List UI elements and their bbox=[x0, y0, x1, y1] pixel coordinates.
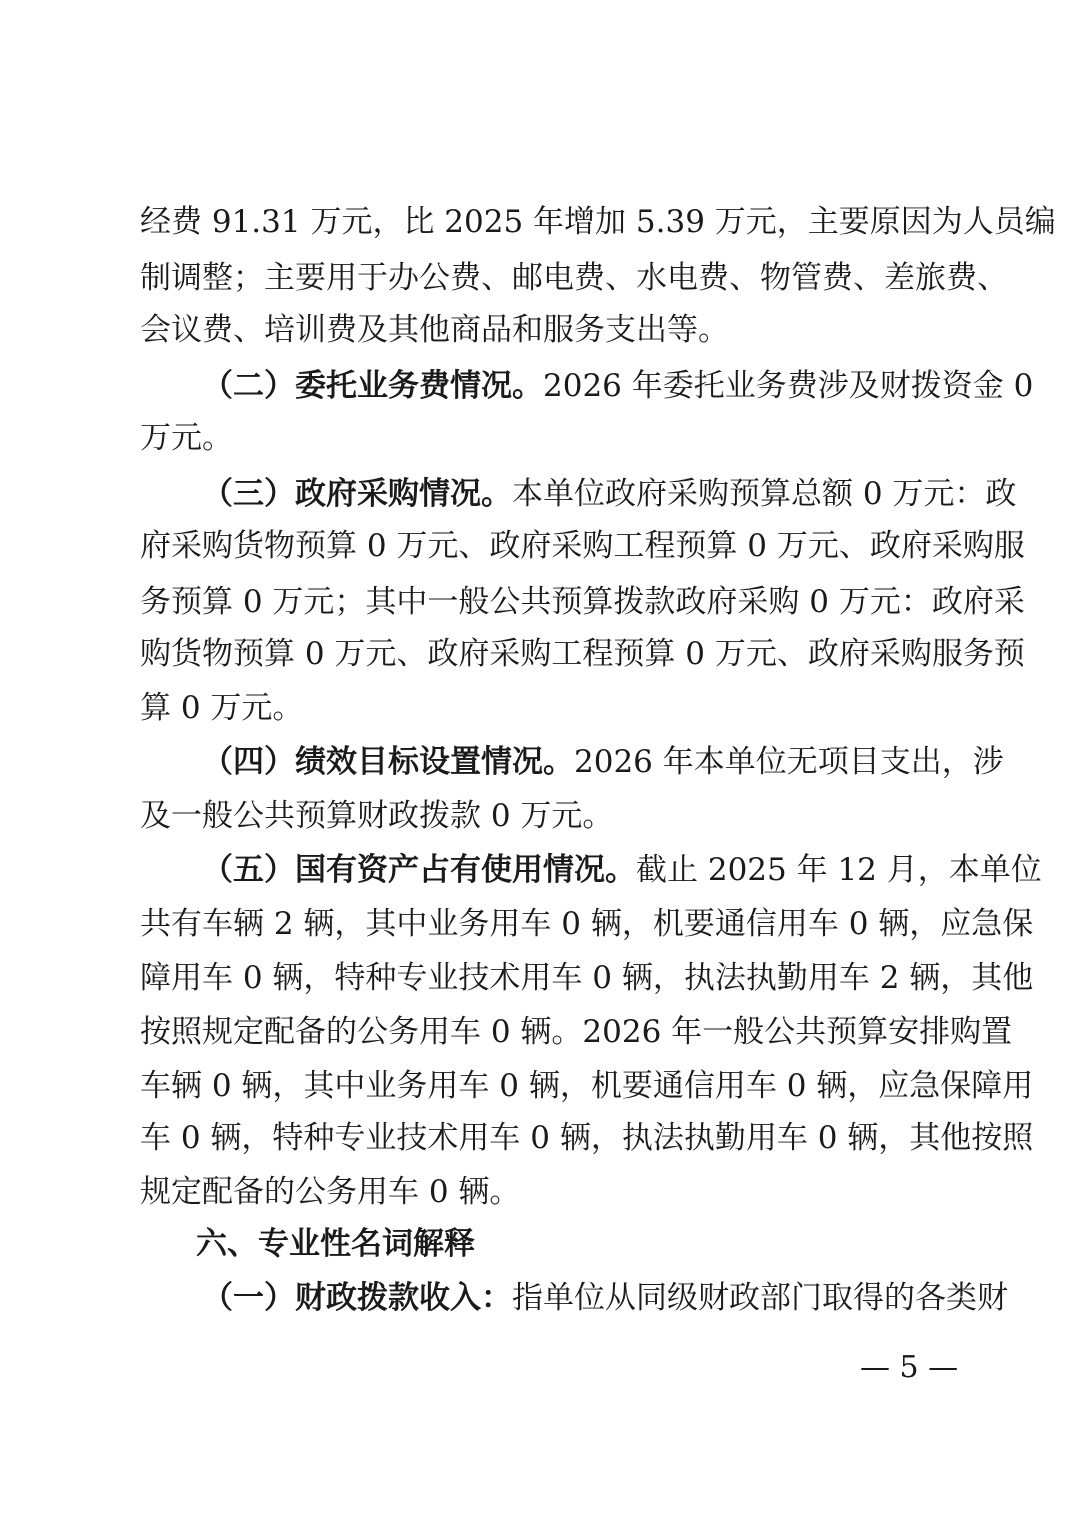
body-line-21: 车辆 0 辆，其中业务用车 0 辆，机要通信用车 0 辆，应急保障用 bbox=[140, 1068, 1034, 1104]
page-number: — 5 — bbox=[860, 1350, 959, 1385]
body-line-20: 按照规定配备的公务用车 0 辆。2026 年一般公共预算安排购置 bbox=[140, 1014, 1013, 1050]
marker-five: （五） bbox=[202, 852, 295, 888]
body-line-11: 购货物预算 0 万元、政府采购工程预算 0 万元、政府采购服务预 bbox=[140, 636, 1025, 672]
body-line-23: 规定配备的公务用车 0 辆。 bbox=[140, 1174, 521, 1210]
marker-four: （四） bbox=[202, 744, 295, 780]
paragraph-procurement bbox=[202, 466, 1017, 522]
body-line-22: 车 0 辆，特种专业技术用车 0 辆，执法执勤用车 0 辆，其他按照 bbox=[140, 1120, 1034, 1156]
section-heading-terms: 六、专业性名词解释 bbox=[196, 1226, 475, 1262]
entrusted-business-text: 2026 年委托业务费涉及财拨资金 0 bbox=[543, 368, 1034, 404]
marker-one: （一） bbox=[202, 1280, 295, 1316]
performance-text: 2026 年本单位无项目支出，涉 bbox=[574, 744, 1004, 780]
paragraph-entrusted-business bbox=[202, 358, 1034, 414]
body-line-6: 万元。 bbox=[140, 420, 233, 456]
state-assets-title: 国有资产占有使用情况。 bbox=[295, 852, 636, 888]
state-assets-text: 截止 2025 年 12 月，本单位 bbox=[636, 852, 1042, 888]
body-line-15: 及一般公共预算财政拨款 0 万元。 bbox=[140, 798, 614, 834]
body-line-12: 算 0 万元。 bbox=[140, 690, 304, 726]
performance-title: 绩效目标设置情况。 bbox=[295, 744, 574, 780]
fiscal-income-text: 指单位从同级财政部门取得的各类财 bbox=[512, 1280, 1008, 1316]
body-line-3: 会议费、培训费及其他商品和服务支出等。 bbox=[140, 312, 729, 348]
marker-three: （三） bbox=[202, 476, 295, 512]
body-line-9: 府采购货物预算 0 万元、政府采购工程预算 0 万元、政府采购服 bbox=[140, 528, 1025, 564]
body-line-1: 经费 91.31 万元，比 2025 年增加 5.39 万元，主要原因为人员编 bbox=[140, 204, 1056, 240]
entrusted-business-title: 委托业务费情况。 bbox=[295, 368, 543, 404]
procurement-text: 本单位政府采购预算总额 0 万元：政 bbox=[512, 476, 1017, 512]
fiscal-income-title: 财政拨款收入： bbox=[295, 1280, 512, 1316]
body-line-2: 制调整；主要用于办公费、邮电费、水电费、物管费、差旅费、 bbox=[140, 260, 1008, 296]
body-line-18: 共有车辆 2 辆，其中业务用车 0 辆，机要通信用车 0 辆，应急保 bbox=[140, 906, 1034, 942]
paragraph-state-assets bbox=[202, 842, 1042, 898]
body-line-10: 务预算 0 万元；其中一般公共预算拨款政府采购 0 万元：政府采 bbox=[140, 584, 1025, 620]
marker-two: （二） bbox=[202, 368, 295, 404]
paragraph-fiscal-income bbox=[202, 1270, 1008, 1326]
procurement-title: 政府采购情况。 bbox=[295, 476, 512, 512]
paragraph-performance bbox=[202, 734, 1004, 790]
body-line-19: 障用车 0 辆，特种专业技术用车 0 辆，执法执勤用车 2 辆，其他 bbox=[140, 960, 1034, 996]
